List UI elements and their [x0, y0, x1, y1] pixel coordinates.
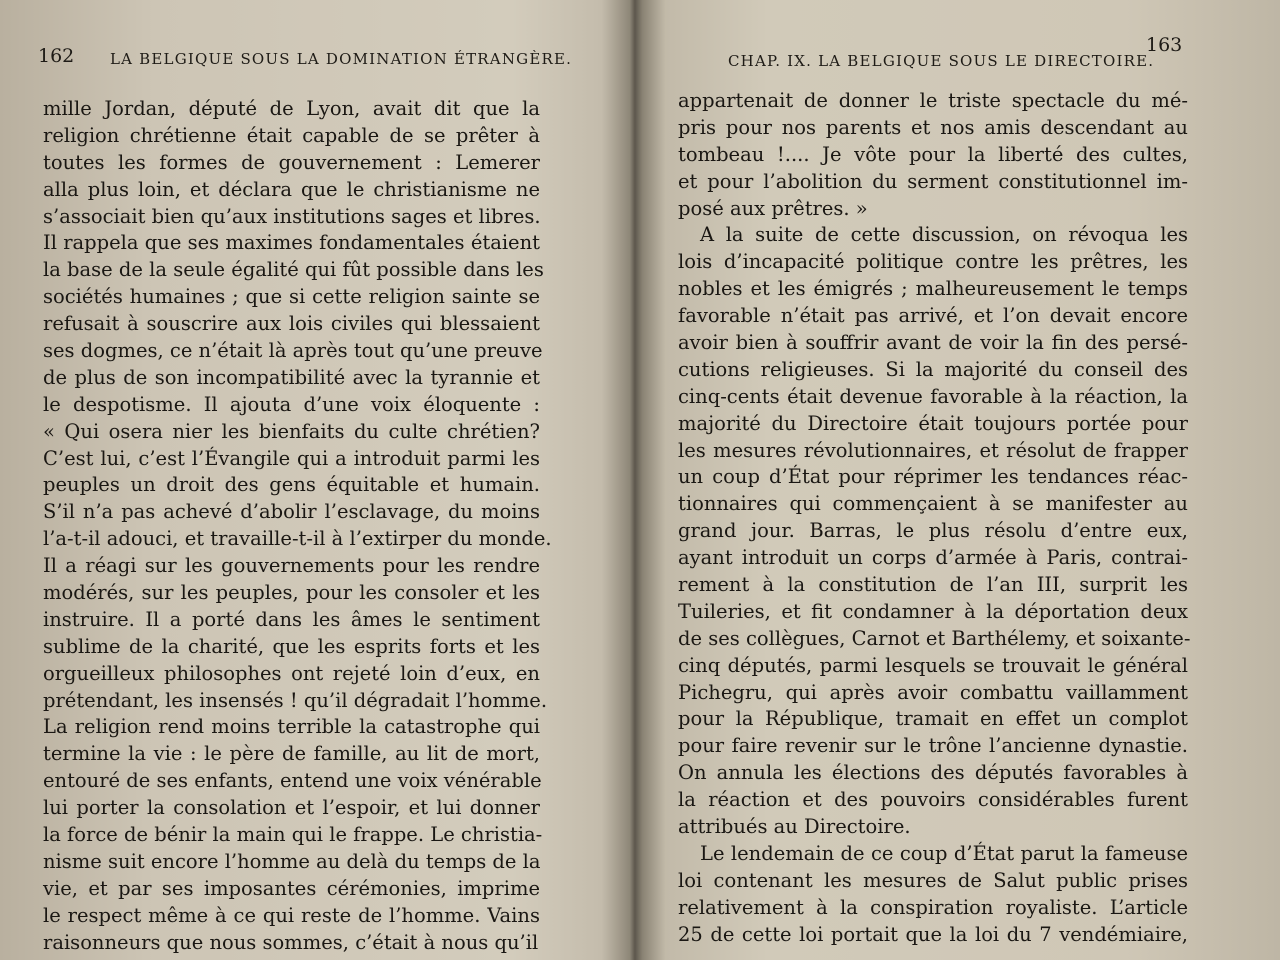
text-line: nobles et les émigrés ; malheureusement le temps	[678, 277, 1188, 301]
text-line: ses dogmes, ce n’était là après tout qu’une preuve	[43, 339, 543, 363]
text-line: cinq-cents était devenue favorable à la réaction, la	[678, 384, 1188, 408]
text-line: pour faire revenir sur le trône l’ancienne dynastie.	[678, 734, 1188, 758]
text-line: instruire. Il a porté dans les âmes le sentiment	[43, 607, 540, 631]
text-line: rement à la constitution de l’an III, surprit les	[678, 573, 1188, 597]
text-line: Le lendemain de ce coup d’État parut la fameuse	[700, 841, 1188, 865]
text-line: mille Jordan, député de Lyon, avait dit que la	[43, 97, 540, 120]
text-line: le respect même à ce qui reste de l’homme. Vains	[43, 903, 540, 927]
text-line: 25 de cette loi portait que la loi du 7 vendémiaire,	[678, 922, 1188, 946]
text-line: grand jour. Barras, le plus résolu d’entre eux,	[678, 519, 1188, 543]
text-line: toutes les formes de gouvernement : Lemerer	[43, 150, 540, 174]
text-line: alla plus loin, et déclara que le christianisme ne	[43, 177, 540, 201]
text-line: cinq députés, parmi lesquels se trouvait le général	[678, 653, 1188, 677]
text-line: entouré de ses enfants, entend une voix vénérable	[43, 769, 542, 793]
text-line: et pour l’abolition du serment constitutionnel im-	[678, 169, 1188, 193]
text-line: sociétés humaines ; que si cette religion sainte se	[43, 285, 540, 309]
text-line: Il rappela que ses maximes fondamentales étaient	[43, 231, 540, 255]
text-line: l’a-t-il adouci, et travaille-t-il à l’extirper du monde.	[43, 527, 552, 551]
text-line: relativement à la conspiration royaliste. L’article	[678, 895, 1188, 919]
text-line: On annula les élections des députés favorables à	[678, 761, 1188, 785]
text-line: Tuileries, et fit condamner à la déportation deux	[678, 599, 1188, 623]
text-line: avoir bien à souffrir avant de voir la fin des persé-	[678, 331, 1188, 355]
text-line: de ses collègues, Carnot et Barthélemy, et soixante-	[678, 626, 1191, 650]
text-line: posé aux prêtres. »	[678, 196, 868, 220]
left-running-head-title: LA BELGIQUE SOUS LA DOMINATION ÉTRANGÈRE.	[110, 50, 573, 68]
text-line: ayant introduit un corps d’armée à Paris, contrai-	[678, 546, 1188, 570]
text-line: lui porter la consolation et l’espoir, et lui donner	[43, 796, 540, 820]
text-line: pour la République, tramait en effet un complot	[678, 707, 1188, 731]
text-line: La religion rend moins terrible la catastrophe qui	[43, 715, 540, 739]
text-line: les mesures révolutionnaires, et résolut de frapper	[678, 438, 1188, 462]
text-line: Pichegru, qui après avoir combattu vaillamment	[678, 680, 1188, 704]
text-line: la réaction et des pouvoirs considérables furent	[678, 788, 1188, 812]
text-line: A la suite de cette discussion, on révoqua les	[700, 223, 1188, 247]
right-page-number: 163	[1146, 34, 1183, 56]
text-line: sublime de la charité, que les esprits forts et les	[43, 634, 540, 658]
text-line: un coup d’État pour réprimer les tendances réac-	[678, 465, 1188, 489]
text-line: attribués au Directoire.	[678, 815, 911, 839]
text-line: s’associait bien qu’aux institutions sages et libres.	[43, 204, 541, 228]
text-line: la force de bénir la main qui le frappe. Le christia-	[43, 823, 543, 847]
text-line: le despotisme. Il ajouta d’une voix éloquente :	[43, 392, 540, 416]
left-body-text	[43, 96, 552, 957]
text-line: modérés, sur les peuples, pour les consoler et les	[43, 581, 540, 605]
left-page-number: 162	[38, 45, 75, 67]
right-page	[640, 0, 1280, 960]
text-line: prétendant, les insensés ! qu’il dégradait l’homme.	[43, 688, 548, 712]
text-line: orgueilleux philosophes ont rejeté loin d’eux, en	[43, 661, 540, 685]
text-line: refusait à souscrire aux lois civiles qui blessaient	[43, 312, 540, 336]
text-line: lois d’incapacité politique contre les prêtres, les	[678, 250, 1188, 274]
text-line: vie, et par ses imposantes cérémonies, imprime	[43, 876, 540, 900]
text-line: raisonneurs que nous sommes, c’était à nous qu’il	[43, 930, 539, 954]
text-line: appartenait de donner le triste spectacle du mé-	[678, 89, 1188, 112]
text-line: tombeau !.... Je vôte pour la liberté des cultes,	[678, 142, 1188, 166]
text-line: la base de la seule égalité qui fût possible dans les	[43, 258, 544, 282]
text-line: religion chrétienne était capable de se prêter à	[43, 123, 540, 147]
text-line: de plus de son incompatibilité avec la tyrannie et	[43, 365, 540, 389]
text-line: favorable n’était pas arrivé, et l’on devait encore	[678, 304, 1188, 328]
text-line: Il a réagi sur les gouvernements pour les rendre	[43, 554, 540, 578]
text-line: nisme suit encore l’homme au delà du temps de la	[43, 849, 541, 873]
right-running-head-title: CHAP. IX. LA BELGIQUE SOUS LE DIRECTOIRE.	[728, 52, 1155, 70]
text-line: « Qui osera nier les bienfaits du culte chrétien?	[43, 419, 540, 443]
text-line: tionnaires qui commençaient à se manifester au	[678, 492, 1188, 516]
text-line: S’il n’a pas achevé d’abolir l’esclavage, du moins	[43, 500, 540, 524]
text-line: pris pour nos parents et nos amis descendant au	[678, 115, 1188, 139]
text-line: majorité du Directoire était toujours portée pour	[678, 411, 1188, 435]
right-body-text	[678, 88, 1191, 949]
text-line: termine la vie : le père de famille, au lit de mort,	[43, 742, 540, 766]
text-line: cutions religieuses. Si la majorité du conseil des	[678, 357, 1188, 381]
text-line: loi contenant les mesures de Salut public prises	[678, 868, 1188, 892]
text-line: peuples un droit des gens équitable et humain.	[43, 473, 540, 497]
text-line: C’est lui, c’est l’Évangile qui a introduit parmi les	[43, 446, 540, 470]
left-page	[0, 0, 620, 960]
